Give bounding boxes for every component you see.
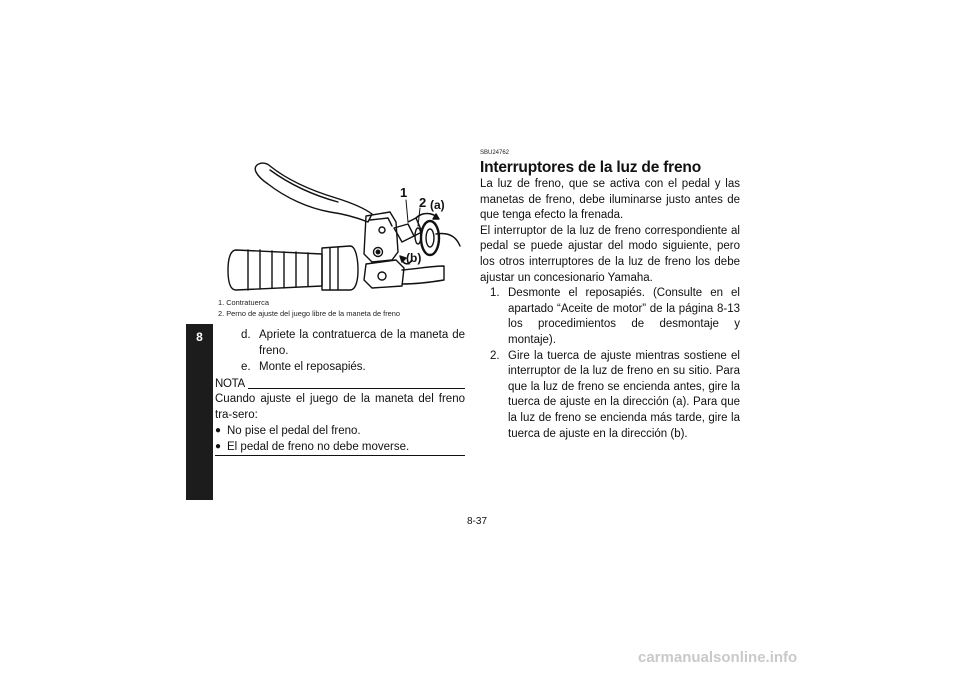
step-item xyxy=(241,327,465,359)
step-text: Gire la tuerca de ajuste mientras sostiene el interruptor de la luz de freno en su sitio. Para que la luz de freno se encienda antes, gire la tuerca de ajuste en la dirección (a). Para que la luz de freno se encienda más tarde, gire la tuerca de ajuste en la dirección (b). xyxy=(508,349,740,440)
note-body xyxy=(215,391,465,455)
step-text: Apriete la contratuerca de la maneta de freno. xyxy=(259,329,465,357)
note-bullet xyxy=(215,423,465,439)
callout-2: 2 xyxy=(419,195,427,210)
callout-a: (a) xyxy=(430,198,445,212)
step-text: Monte el reposapiés. xyxy=(259,361,366,373)
caption-2: 2. Perno de ajuste del juego libre de la maneta de freno xyxy=(218,309,401,318)
note-top-rule xyxy=(248,388,465,389)
step-number: 1. xyxy=(490,287,500,300)
section-title: Interruptores de la luz de freno xyxy=(480,159,701,176)
section-code: SBU24762 xyxy=(480,150,510,156)
note-title: NOTA xyxy=(215,378,245,390)
step-label: e. xyxy=(241,361,251,373)
note-bullet xyxy=(215,439,465,455)
note-bullet-text: El pedal de freno no debe moverse. xyxy=(227,441,410,453)
section-brake-light-switches xyxy=(480,150,740,442)
brake-lever-illustration xyxy=(212,156,467,296)
chapter-tab xyxy=(186,324,213,500)
step-number: 2. xyxy=(490,349,500,362)
callout-1: 1 xyxy=(400,185,408,200)
note-header xyxy=(215,378,465,390)
section-paragraph-1: La luz de freno, que se activa con el pedal y las manetas de freno, debe iluminarse justo antes de que tenga efecto la frenada. xyxy=(480,178,740,222)
numbered-step xyxy=(490,286,740,348)
procedure-steps-left xyxy=(241,327,465,375)
numbered-step xyxy=(490,349,740,443)
note-bottom-rule xyxy=(215,455,465,456)
step-label: d. xyxy=(241,329,251,341)
note-text: Cuando ajuste el juego de la maneta del freno tra-sero: xyxy=(215,393,465,421)
figure-captions xyxy=(218,297,400,319)
watermark: carmanualsonline.info xyxy=(638,649,798,666)
chapter-number: 8 xyxy=(196,330,203,344)
step-item xyxy=(241,359,465,375)
page-number: 8-37 xyxy=(467,516,488,527)
bullet-icon: ● xyxy=(215,441,222,452)
section-steps xyxy=(490,286,740,442)
caption-1: 1. Contratuerca xyxy=(218,298,269,307)
step-text: Desmonte el reposapiés. (Consulte en el apartado “Aceite de motor” de la página 8-13 los procedimientos de desmontaje y montaje). xyxy=(508,287,740,346)
bullet-icon: ● xyxy=(215,425,222,436)
note-bullet-text: No pise el pedal del freno. xyxy=(227,425,361,437)
section-paragraph-2: El interruptor de la luz de freno correspondiente al pedal se puede ajustar del modo siguiente, pero los otros interruptores de la luz de freno los debe ajustar un concesionario Yamaha. xyxy=(480,224,740,284)
callout-b: (b) xyxy=(406,251,422,265)
